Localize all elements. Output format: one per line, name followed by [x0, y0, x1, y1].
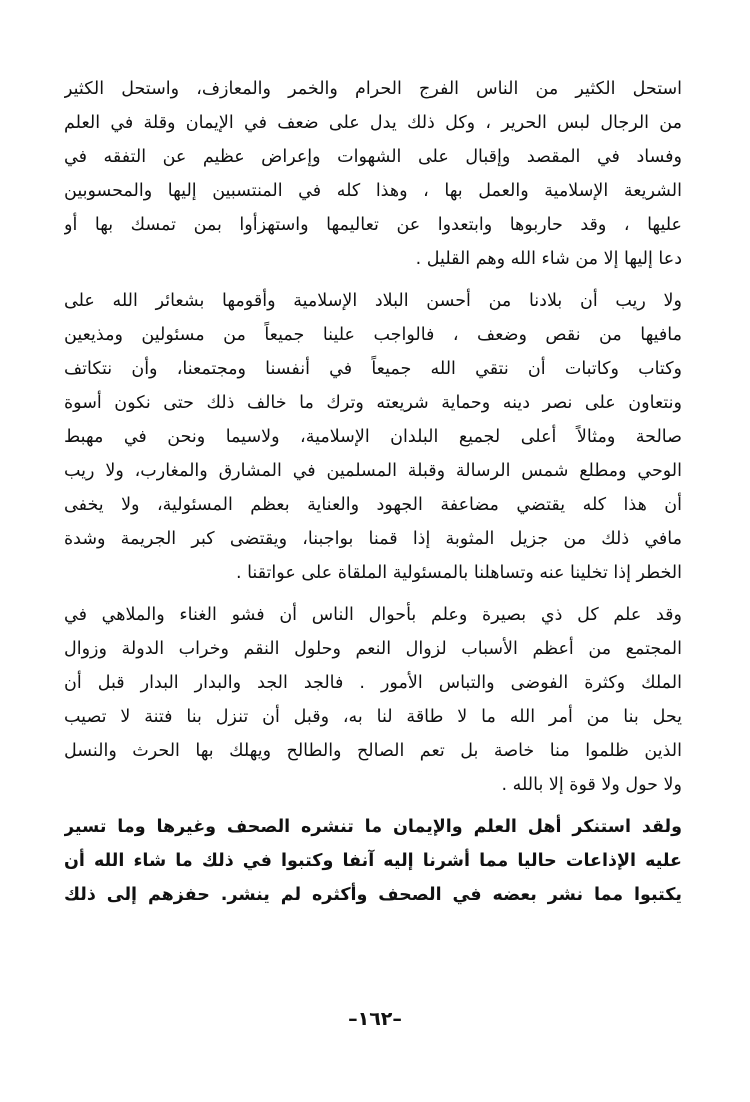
text-line: من الرجال لبس الحرير ، وكل ذلك يدل على ضعف في الإيمان وقلة في العلم: [64, 113, 682, 133]
text-line: ولا حول ولا قوة إلا بالله .: [501, 775, 682, 795]
text-line: يكتبوا مما نشر بعضه في الصحف وأكثره لم ينشر. حفزهم إلى ذلك: [64, 885, 682, 905]
document-body: [64, 72, 682, 920]
text-line: مافي ذلك من جزيل المثوبة إذا قمنا بواجبنا، ويقتضى كبر الجريمة وشدة: [64, 529, 682, 549]
paragraph-3: [64, 598, 682, 802]
text-line: ونتعاون على نصر دينه وحماية شريعته وترك ما خالف ذلك حتى نكون أسوة: [64, 393, 682, 413]
text-line: عليه الإذاعات حاليا مما أشرنا إليه آنفا وكتبوا في ذلك ما شاء الله أن: [64, 851, 682, 871]
text-line: المجتمع من أعظم الأسباب لزوال النعم وحلول النقم وخراب الدولة وزوال: [64, 639, 682, 659]
text-line: ولقد استنكر أهل العلم والإيمان ما تنشره الصحف وغيرها وما تسير: [64, 817, 682, 837]
text-line: وفساد في المقصد وإقبال على الشهوات وإعراض عظيم عن التفقه في: [64, 147, 682, 167]
text-line: وقد علم كل ذي بصيرة وعلم بأحوال الناس أن فشو الغناء والملاهي في: [64, 605, 682, 625]
text-line: الملك وكثرة الفوضى والتباس الأمور . فالجد الجد والبدار البدار قبل أن: [64, 673, 682, 693]
text-line: يحل بنا من أمر الله ما لا طاقة لنا به، وقبل أن تنزل بنا فتنة لا تصيب: [64, 707, 682, 727]
paragraph-1: [64, 72, 682, 276]
text-line: مافيها من نقص وضعف ، فالواجب علينا جميعاً من مسئولين ومذيعين: [64, 325, 682, 345]
text-line: ولا ريب أن بلادنا من أحسن البلاد الإسلامية وأقومها بشعائر الله على: [64, 291, 682, 311]
text-line: الخطر إذا تخلينا عنه وتساهلنا بالمسئولية الملقاة على عواتقنا .: [235, 563, 682, 583]
text-line: وكتاب وكاتبات أن نتقي الله جميعاً في أنفسنا ومجتمعنا، وأن نتكاتف: [64, 359, 682, 379]
text-line: استحل الكثير من الناس الفرج الحرام والخمر والمعازف، واستحل الكثير: [64, 79, 682, 99]
text-line: الذين ظلموا منا خاصة بل تعم الصالح والطالح ويهلك بها الحرث والنسل: [64, 741, 682, 761]
text-line: الوحي ومطلع شمس الرسالة وقبلة المسلمين في المشارق والمغارب، ولا ريب: [64, 461, 682, 481]
text-line: أن هذا كله يقتضي مضاعفة الجهود والعناية بعظم المسئولية، ولا يخفى: [64, 495, 682, 515]
paragraph-2: [64, 284, 682, 590]
text-line: عليها ، وقد حاربوها وابتعدوا عن تعاليمها واستهزأوا بمن تمسك بها أو: [64, 215, 682, 235]
paragraph-4: [64, 810, 682, 912]
text-line: الشريعة الإسلامية والعمل بها ، وهذا كله في المنتسبين إليها والمحسوبين: [64, 181, 682, 201]
page-number: –١٦٢–: [348, 1008, 402, 1030]
text-line: صالحة ومثالاً أعلى لجميع البلدان الإسلامية، ولاسيما ونحن في مهبط: [64, 427, 682, 447]
text-line: دعا إليها إلا من شاء الله وهم القليل .: [415, 249, 682, 269]
